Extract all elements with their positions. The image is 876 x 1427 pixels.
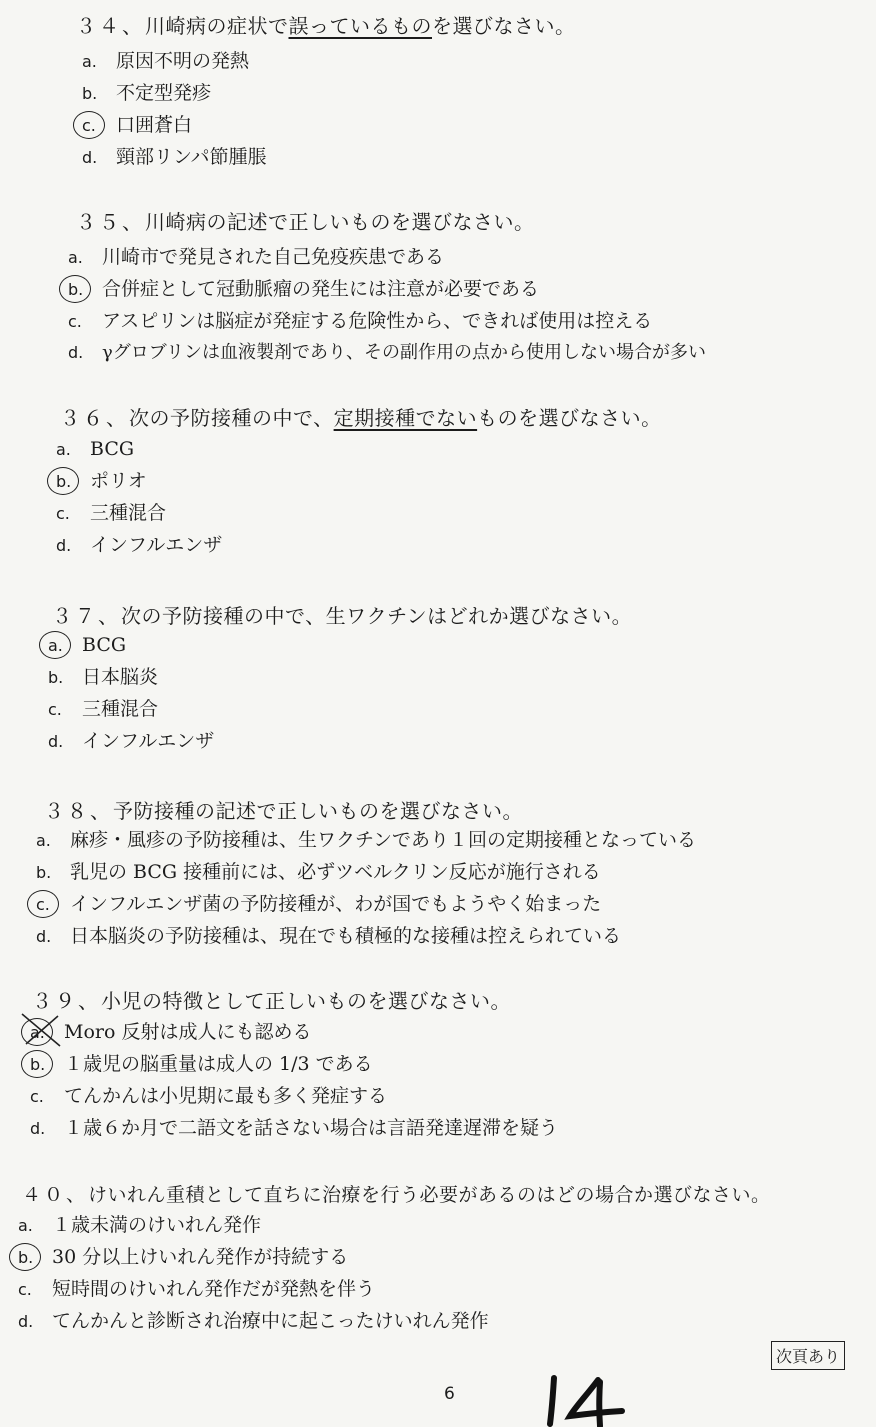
option-c: c. インフルエンザ菌の予防接種が、わが国でもようやく始まった <box>36 889 601 919</box>
option-a: a. 川崎市で発見された自己免疫疾患である <box>68 246 445 268</box>
option-c: c. 三種混合 <box>56 502 167 524</box>
option-a: a. BCG <box>48 630 126 660</box>
option-b: b. 乳児の BCG 接種前には、必ずツベルクリン反応が施行される <box>36 861 601 883</box>
option-d: d. 日本脳炎の予防接種は、現在でも積極的な接種は控えられている <box>36 925 622 947</box>
answer-circle-mark <box>47 467 79 495</box>
answer-circle-mark <box>27 890 59 918</box>
option-b: b. １歳児の脳重量は成人の 1/3 である <box>30 1049 373 1079</box>
question-number: ３７、 <box>52 604 121 628</box>
option-a: a. Moro 反射は成人にも認める <box>30 1017 311 1047</box>
question-emphasis: 定期接種でない <box>333 406 478 430</box>
option-b: b. ポリオ <box>56 466 147 496</box>
question-text: 小児の特徴として正しいものを選びなさい。 <box>101 989 511 1013</box>
question-emphasis: 誤っているもの <box>288 14 432 38</box>
question-number: ４０、 <box>22 1184 89 1206</box>
answer-circle-mark <box>9 1243 41 1271</box>
question-title <box>76 10 576 39</box>
option-a: a. 麻疹・風疹の予防接種は、生ワクチンであり１回の定期接種となっている <box>36 829 697 851</box>
page-number: 6 <box>444 1384 455 1404</box>
question-text-end: を選びなさい。 <box>432 14 576 38</box>
option-d: d. インフルエンザ <box>56 534 223 556</box>
option-d: d. 頸部リンパ節腫脹 <box>82 146 267 168</box>
handwritten-score <box>540 1372 650 1427</box>
question-text: 次の予防接種の中で、生ワクチンはどれか選びなさい。 <box>121 604 633 628</box>
question-text-end: ものを選びなさい。 <box>477 406 662 430</box>
question-number: ３６、 <box>60 406 129 430</box>
answer-circle-mark <box>73 111 105 139</box>
option-b: b. 合併症として冠動脈瘤の発生には注意が必要である <box>68 274 539 304</box>
question-number: ３５、 <box>76 210 145 234</box>
option-b: b. 不定型発疹 <box>82 82 212 104</box>
answer-circle-mark <box>21 1050 53 1078</box>
option-a: a. BCG <box>56 438 135 460</box>
option-c: c. 短時間のけいれん発作だが発熱を伴う <box>18 1278 376 1300</box>
answer-circle-mark <box>39 631 71 659</box>
option-d: d. γグロブリンは血液製剤であり、その副作用の点から使用しない場合が多い <box>68 342 707 363</box>
question-title <box>60 402 662 431</box>
option-c: c. てんかんは小児期に最も多く発症する <box>30 1085 388 1107</box>
option-c: c. 口囲蒼白 <box>82 110 192 140</box>
question-number: ３８、 <box>44 799 113 823</box>
option-c: c. 三種混合 <box>48 698 159 720</box>
cross-out-mark <box>18 1010 64 1050</box>
question-number: ３９、 <box>32 989 101 1013</box>
question-text: 予防接種の記述で正しいものを選びなさい。 <box>113 799 523 823</box>
question-title <box>32 985 511 1014</box>
question-title <box>52 600 632 629</box>
question-title <box>44 795 523 824</box>
option-a: a. １歳未満のけいれん発作 <box>18 1214 262 1236</box>
option-d: d. １歳６か月で二語文を話さない場合は言語発達遅滞を疑う <box>30 1117 559 1139</box>
question-title <box>22 1180 771 1207</box>
question-text: 川崎病の記述で正しいものを選びなさい。 <box>145 210 535 234</box>
question-title <box>76 206 535 235</box>
next-page-badge: 次頁あり <box>771 1341 845 1370</box>
question-number: ３４、 <box>76 14 145 38</box>
answer-circle-mark <box>59 275 91 303</box>
question-text: 川崎病の症状で <box>145 14 289 38</box>
option-b: b. 日本脳炎 <box>48 666 159 688</box>
option-d: d. てんかんと診断され治療中に起こったけいれん発作 <box>18 1310 489 1332</box>
option-a: a. 原因不明の発熱 <box>82 50 250 72</box>
question-text: 次の予防接種の中で、 <box>129 406 334 430</box>
option-b: b. 30 分以上けいれん発作が持続する <box>18 1242 348 1272</box>
option-c: c. アスピリンは脳症が発症する危険性から、できれば使用は控える <box>68 310 653 332</box>
question-text: けいれん重積として直ちに治療を行う必要があるのはどの場合か選びなさい。 <box>88 1184 771 1206</box>
option-d: d. インフルエンザ <box>48 730 215 752</box>
